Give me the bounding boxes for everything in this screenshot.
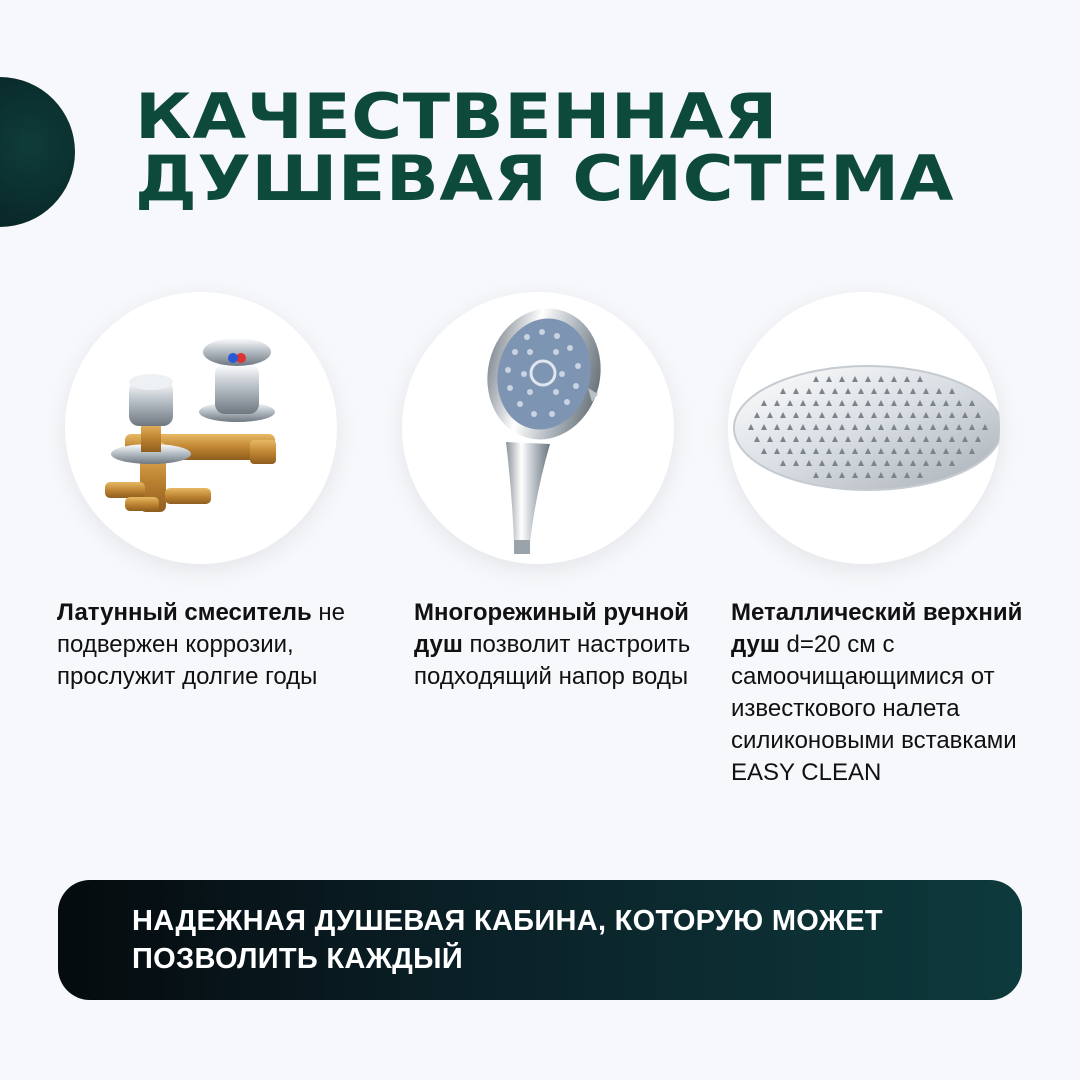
rain-shower-icon bbox=[728, 292, 1000, 564]
rain-shower-product-circle bbox=[728, 292, 1000, 564]
headline bbox=[135, 80, 954, 215]
headline-line-2: ДУШЕВАЯ СИСТЕМА bbox=[135, 142, 954, 215]
hand-shower-icon bbox=[402, 292, 674, 564]
mixer-description bbox=[57, 597, 377, 693]
brass-mixer-icon bbox=[65, 292, 337, 564]
hand-shower-description bbox=[414, 597, 714, 693]
rain-shower-description bbox=[731, 597, 1071, 789]
rain-shower-title: Металлический верхний душ bbox=[731, 599, 1023, 658]
mixer-product-circle bbox=[65, 292, 337, 564]
mixer-title: Латунный смеситель bbox=[57, 599, 312, 626]
banner-text: НАДЕЖНАЯ ДУШЕВАЯ КАБИНА, КОТОРУЮ МОЖЕТ ПОЗВОЛИТЬ КАЖДЫЙ bbox=[132, 905, 883, 975]
bottom-banner bbox=[58, 880, 1022, 1000]
mixer-text: не подвержен коррозии, прослужит долгие годы bbox=[57, 599, 346, 690]
corner-decoration bbox=[0, 77, 75, 227]
hand-shower-product-circle bbox=[402, 292, 674, 564]
rain-shower-text: d=20 см с самоочищающимися от известкового налета силиконовыми вставками EASY CLEAN bbox=[731, 631, 1017, 786]
hand-shower-text: позволит настроить подходящий напор воды bbox=[414, 631, 691, 690]
headline-line-1: КАЧЕСТВЕННАЯ bbox=[135, 80, 778, 153]
hand-shower-title: Многорежиный ручной душ bbox=[414, 599, 689, 658]
